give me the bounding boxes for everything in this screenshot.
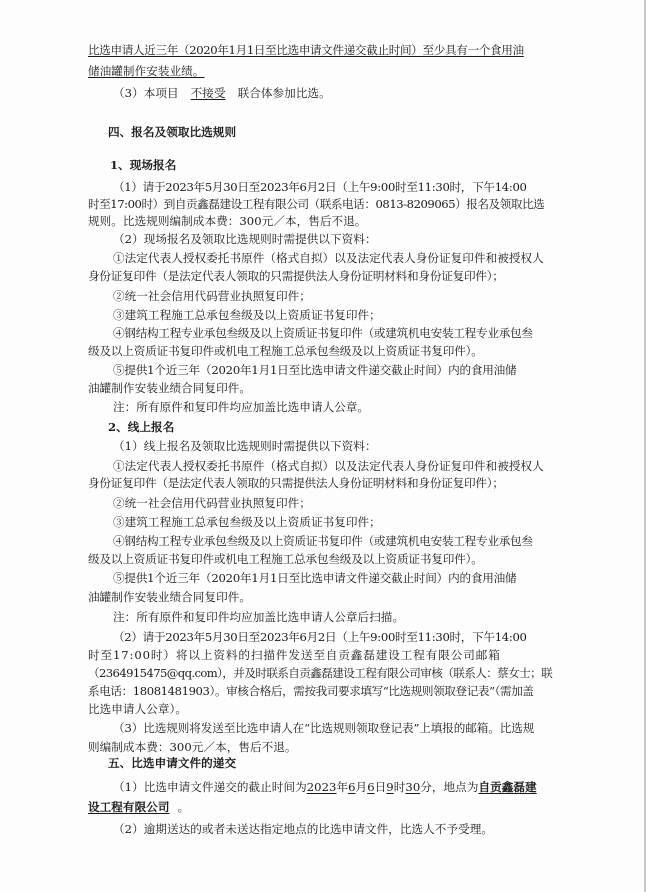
text-line: ③建筑工程施工总承包叁级及以上资质证书复印件； — [113, 515, 381, 529]
text-line: （1）线上报名及领取比选规则时需提供以下资料： — [113, 439, 377, 453]
text-line — [88, 799, 189, 815]
text-line: ②统一社会信用代码营业执照复印件； — [113, 289, 311, 303]
text-line: ④钢结构工程专业承包叁级及以上资质证书复印件（或建筑机电安装工程专业承包叁 — [113, 326, 533, 340]
deadline-hour: 9 — [386, 780, 394, 794]
text-line — [113, 85, 331, 101]
text-line: （3）比选规则将发送至比选申请人在“比选规则领取登记表”上填报的邮箱。比选规 — [113, 721, 535, 735]
text-run: 分，地点为 — [420, 780, 479, 794]
deadline-year: 2023 — [306, 780, 337, 794]
text-line: 油罐制作安装业绩合同复印件。 — [88, 590, 252, 604]
text-line: ③建筑工程施工总承包叁级及以上资质证书复印件； — [113, 308, 381, 322]
subsection-heading: 2、线上报名 — [108, 420, 175, 434]
deadline-day: 6 — [367, 780, 375, 794]
deadline-place: 设工程有限公司 — [88, 800, 170, 814]
deadline-line — [113, 779, 537, 795]
text-line: ①法定代表人授权委托书原件（格式自拟）以及法定代表人身份证复印件和被授权人 — [113, 251, 544, 265]
text-line: 系电话：18081481903）。审核合格后，需按我司要求填写“比选规则领取登记表”（需加盖 — [88, 684, 534, 698]
underlined-term: 不接受 — [190, 86, 226, 100]
text-run: 。 — [177, 800, 190, 814]
text-line: （2）现场报名及领取比选规则时需提供以下资料： — [113, 232, 377, 246]
text-run: （1）比选申请文件递交的截止时间为 — [113, 780, 307, 794]
text-run: 年 — [336, 780, 349, 794]
note-line: 注：所有原件和复印件均应加盖比选申请人公章。 — [113, 400, 370, 414]
text-line: （2）逾期送达的或者未送达指定地点的比选申请文件，比选人不予受理。 — [113, 822, 494, 836]
deadline-minute: 30 — [405, 780, 421, 794]
text-line: ①法定代表人授权委托书原件（格式自拟）以及法定代表人身份证复印件和被授权人 — [113, 459, 544, 473]
text-line: 时至17:00时）到自贡鑫磊建设工程有限公司（联系电话：0813-8209065）报名及领取比选 — [88, 197, 545, 211]
text-line: 身份证复印件（是法定代表人领取的只需提供法人身份证明材料和身份证复印件）； — [88, 269, 504, 283]
text-line: 比选申请人公章）。 — [88, 702, 187, 716]
text-line: 时至17:00时）将以上资料的扫描件发送至自贡鑫磊建设工程有限公司邮箱 — [88, 648, 501, 662]
note-line: 注：所有原件和复印件均应加盖比选申请人公章后扫描。 — [113, 610, 405, 624]
text-line: 则编制成本费：300元／本，售后不退。 — [88, 740, 297, 754]
text-line: （2364915475@qq.com），并及时联系自贡鑫磊建设工程有限公司审核（联系人：蔡女士；联 — [88, 666, 553, 680]
text-run: 日 — [374, 780, 387, 794]
text-run: 月 — [355, 780, 368, 794]
text-run: 联合体参加比选。 — [237, 86, 331, 100]
text-line: 比选申请人近三年（2020年1月1日至比选申请文件递交截止时间）至少具有一个食用油 — [88, 43, 524, 57]
text-line: 级及以上资质证书复印件或机电工程施工总承包叁级及以上资质证书复印件）。 — [88, 552, 483, 566]
text-line: 储油罐制作安装业绩。 — [88, 64, 205, 78]
text-line: ⑤提供1个近三年（2020年1月1日至比选申请文件递交截止时间）内的食用油储 — [113, 571, 517, 585]
text-line: 油罐制作安装业绩合同复印件。 — [88, 381, 252, 395]
text-line: 身份证复印件（是法定代表人领取的只需提供法人身份证明材料和身份证复印件）； — [88, 476, 504, 490]
subsection-heading: 1、现场报名 — [110, 158, 177, 172]
text-line: ④钢结构工程专业承包叁级及以上资质证书复印件（或建筑机电安装工程专业承包叁 — [113, 534, 533, 548]
text-line: （1）请于2023年5月30日至2023年6月2日（上午9:00时至11:30时，下午14:00 — [113, 180, 527, 194]
text-line: ②统一社会信用代码营业执照复印件； — [113, 496, 311, 510]
text-line: 级及以上资质证书复印件或机电工程施工总承包叁级及以上资质证书复印件）。 — [88, 344, 483, 358]
text-run: （3）本项目 — [113, 86, 179, 100]
section-heading: 四、报名及领取比选规则 — [108, 125, 237, 139]
text-run: 时 — [393, 780, 406, 794]
text-line: （2）请于2023年5月30日至2023年6月2日（上午9:00时至11:30时，下午14:00 — [113, 630, 527, 644]
section-heading: 五、比选申请文件的递交 — [108, 756, 237, 770]
text-line: 规则。比选规则编制成本费：300元／本，售后不退。 — [88, 214, 367, 228]
text-line: ⑤提供1个近三年（2020年1月1日至比选申请文件递交截止时间）内的食用油储 — [113, 363, 517, 377]
deadline-place: 自贡鑫磊建 — [478, 780, 537, 794]
deadline-month: 6 — [348, 780, 356, 794]
